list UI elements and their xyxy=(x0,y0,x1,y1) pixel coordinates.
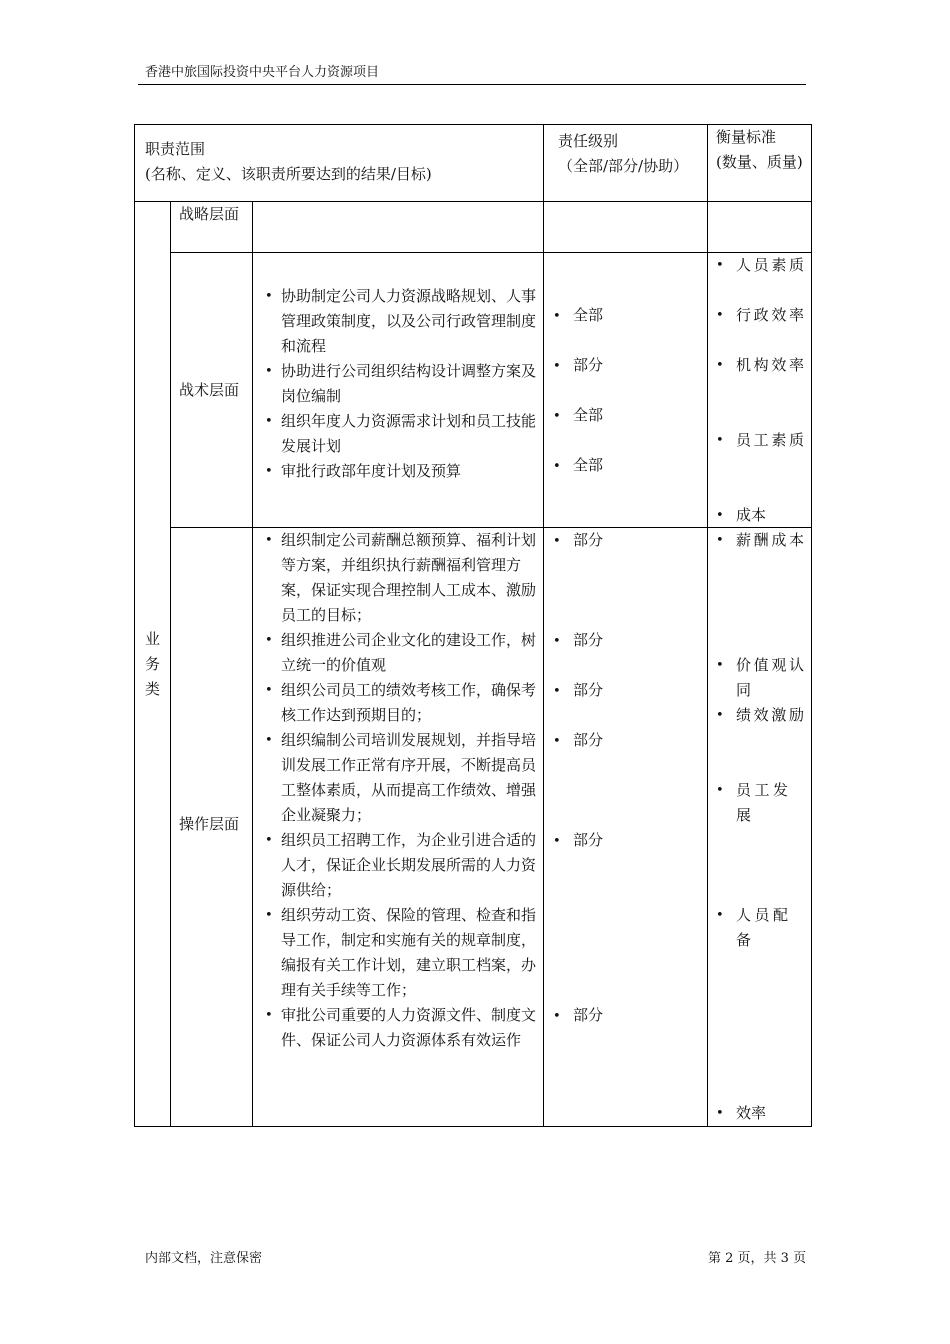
header-measure-desc: (数量、质量) xyxy=(716,153,803,171)
layer-strategic xyxy=(171,202,253,253)
responsibility-table xyxy=(134,124,812,1127)
list-item: • 协助制定公司人力资源战略规划、人事管理政策制度，以及公司行政管理制度和流程 xyxy=(253,284,543,359)
footer-page-number: 第 2 页，共 3 页 xyxy=(708,1251,807,1266)
header-scope-desc: (名称、定义、该职责所要达到的结果/目标) xyxy=(145,165,432,183)
list-item: • 部分 xyxy=(553,681,604,699)
list-item: • 组织年度人力资源需求计划和员工技能发展计划 xyxy=(253,409,543,459)
layer-operational xyxy=(171,528,253,1127)
table-row-strategic xyxy=(135,202,812,253)
list-item: • 全部 xyxy=(553,456,604,474)
list-item: • 审批公司重要的人力资源文件、制度文件、保证公司人力资源体系有效运作 xyxy=(253,1003,543,1053)
duties-tactical xyxy=(253,253,544,528)
header-scope-title: 职责范围 xyxy=(145,140,206,158)
layer-tactical xyxy=(171,253,253,528)
duties-operational xyxy=(253,528,544,1127)
list-item: • 部分 xyxy=(553,1006,604,1024)
header-measure-cell xyxy=(708,125,812,202)
levels-tactical xyxy=(544,253,708,528)
header-scope-cell xyxy=(135,125,544,202)
category-cell xyxy=(135,202,171,1127)
table-row-operational xyxy=(135,528,812,1127)
list-item: • 部分 xyxy=(553,731,604,749)
layer-label: 战术层面 xyxy=(179,380,240,399)
list-item: • 协助进行公司组织结构设计调整方案及岗位编制 xyxy=(253,359,543,409)
list-item: • 部分 xyxy=(553,531,604,549)
list-item: • 部分 xyxy=(553,356,604,374)
list-item: • 部分 xyxy=(553,831,604,849)
list-item: • 成本 xyxy=(716,506,767,524)
duty-prefix: 审批 xyxy=(281,462,312,480)
list-item: • 价值观认同 xyxy=(716,656,804,699)
list-item: • 全部 xyxy=(553,406,604,424)
category-label: 业务类 xyxy=(144,629,160,698)
duty-emphasis: 行政部年度计划及预算 xyxy=(311,462,462,480)
levels-strategic xyxy=(544,202,708,253)
list-item: • 机构效率 xyxy=(716,356,804,374)
header-measure-title: 衡量标准 xyxy=(716,128,777,146)
list-item: • 效率 xyxy=(716,1104,767,1122)
document-header-title: 香港中旅国际投资中央平台人力资源项目 xyxy=(145,65,380,80)
list-item: • 薪酬成本 xyxy=(716,531,804,549)
list-item: • 组织劳动工资、保险的管理、检查和指导工作，制定和实施有关的规章制度，编报有关工作计划，建立职工档案，办理有关手续等工作； xyxy=(253,903,543,1003)
list-item: • 部分 xyxy=(553,631,604,649)
list-item xyxy=(253,459,543,484)
measures-strategic xyxy=(708,202,812,253)
header-level-title: 责任级别 xyxy=(558,132,619,150)
list-item: • 绩效激励 xyxy=(716,706,804,724)
footer-confidential-note: 内部文档，注意保密 xyxy=(145,1251,263,1266)
list-item: • 员工发展 xyxy=(716,781,788,824)
list-item: • 组织员工招聘工作，为企业引进合适的人才，保证企业长期发展所需的人力资源供给； xyxy=(253,828,543,903)
levels-operational xyxy=(544,528,708,1127)
list-item: • 组织制定公司薪酬总额预算、福利计划等方案，并组织执行薪酬福利管理方案，保证实现合理控制人工成本、激励员工的目标； xyxy=(253,528,543,628)
header-level-cell xyxy=(544,125,708,202)
list-item: • 人员配备 xyxy=(716,906,788,949)
list-item: • 组织公司员工的绩效考核工作，确保考核工作达到预期目的； xyxy=(253,678,543,728)
list-item: • 员工素质 xyxy=(716,431,804,449)
list-item: • 人员素质 xyxy=(716,256,804,274)
measures-tactical xyxy=(708,253,812,528)
header-level-desc: （全部/部分/协助） xyxy=(558,157,689,175)
layer-label: 战略层面 xyxy=(179,205,240,223)
list-item: • 全部 xyxy=(553,306,604,324)
layer-label: 操作层面 xyxy=(179,814,240,833)
duties-strategic xyxy=(253,202,544,253)
list-item: • 组织推进公司企业文化的建设工作，树立统一的价值观 xyxy=(253,628,543,678)
list-item: • 组织编制公司培训发展规划，并指导培训发展工作正常有序开展，不断提高员工整体素质，从而提高工作绩效、增强企业凝聚力； xyxy=(253,728,543,828)
header-divider xyxy=(138,84,806,85)
list-item: • 行政效率 xyxy=(716,306,804,324)
measures-operational xyxy=(708,528,812,1127)
table-header-row xyxy=(135,125,812,202)
table-row-tactical xyxy=(135,253,812,528)
